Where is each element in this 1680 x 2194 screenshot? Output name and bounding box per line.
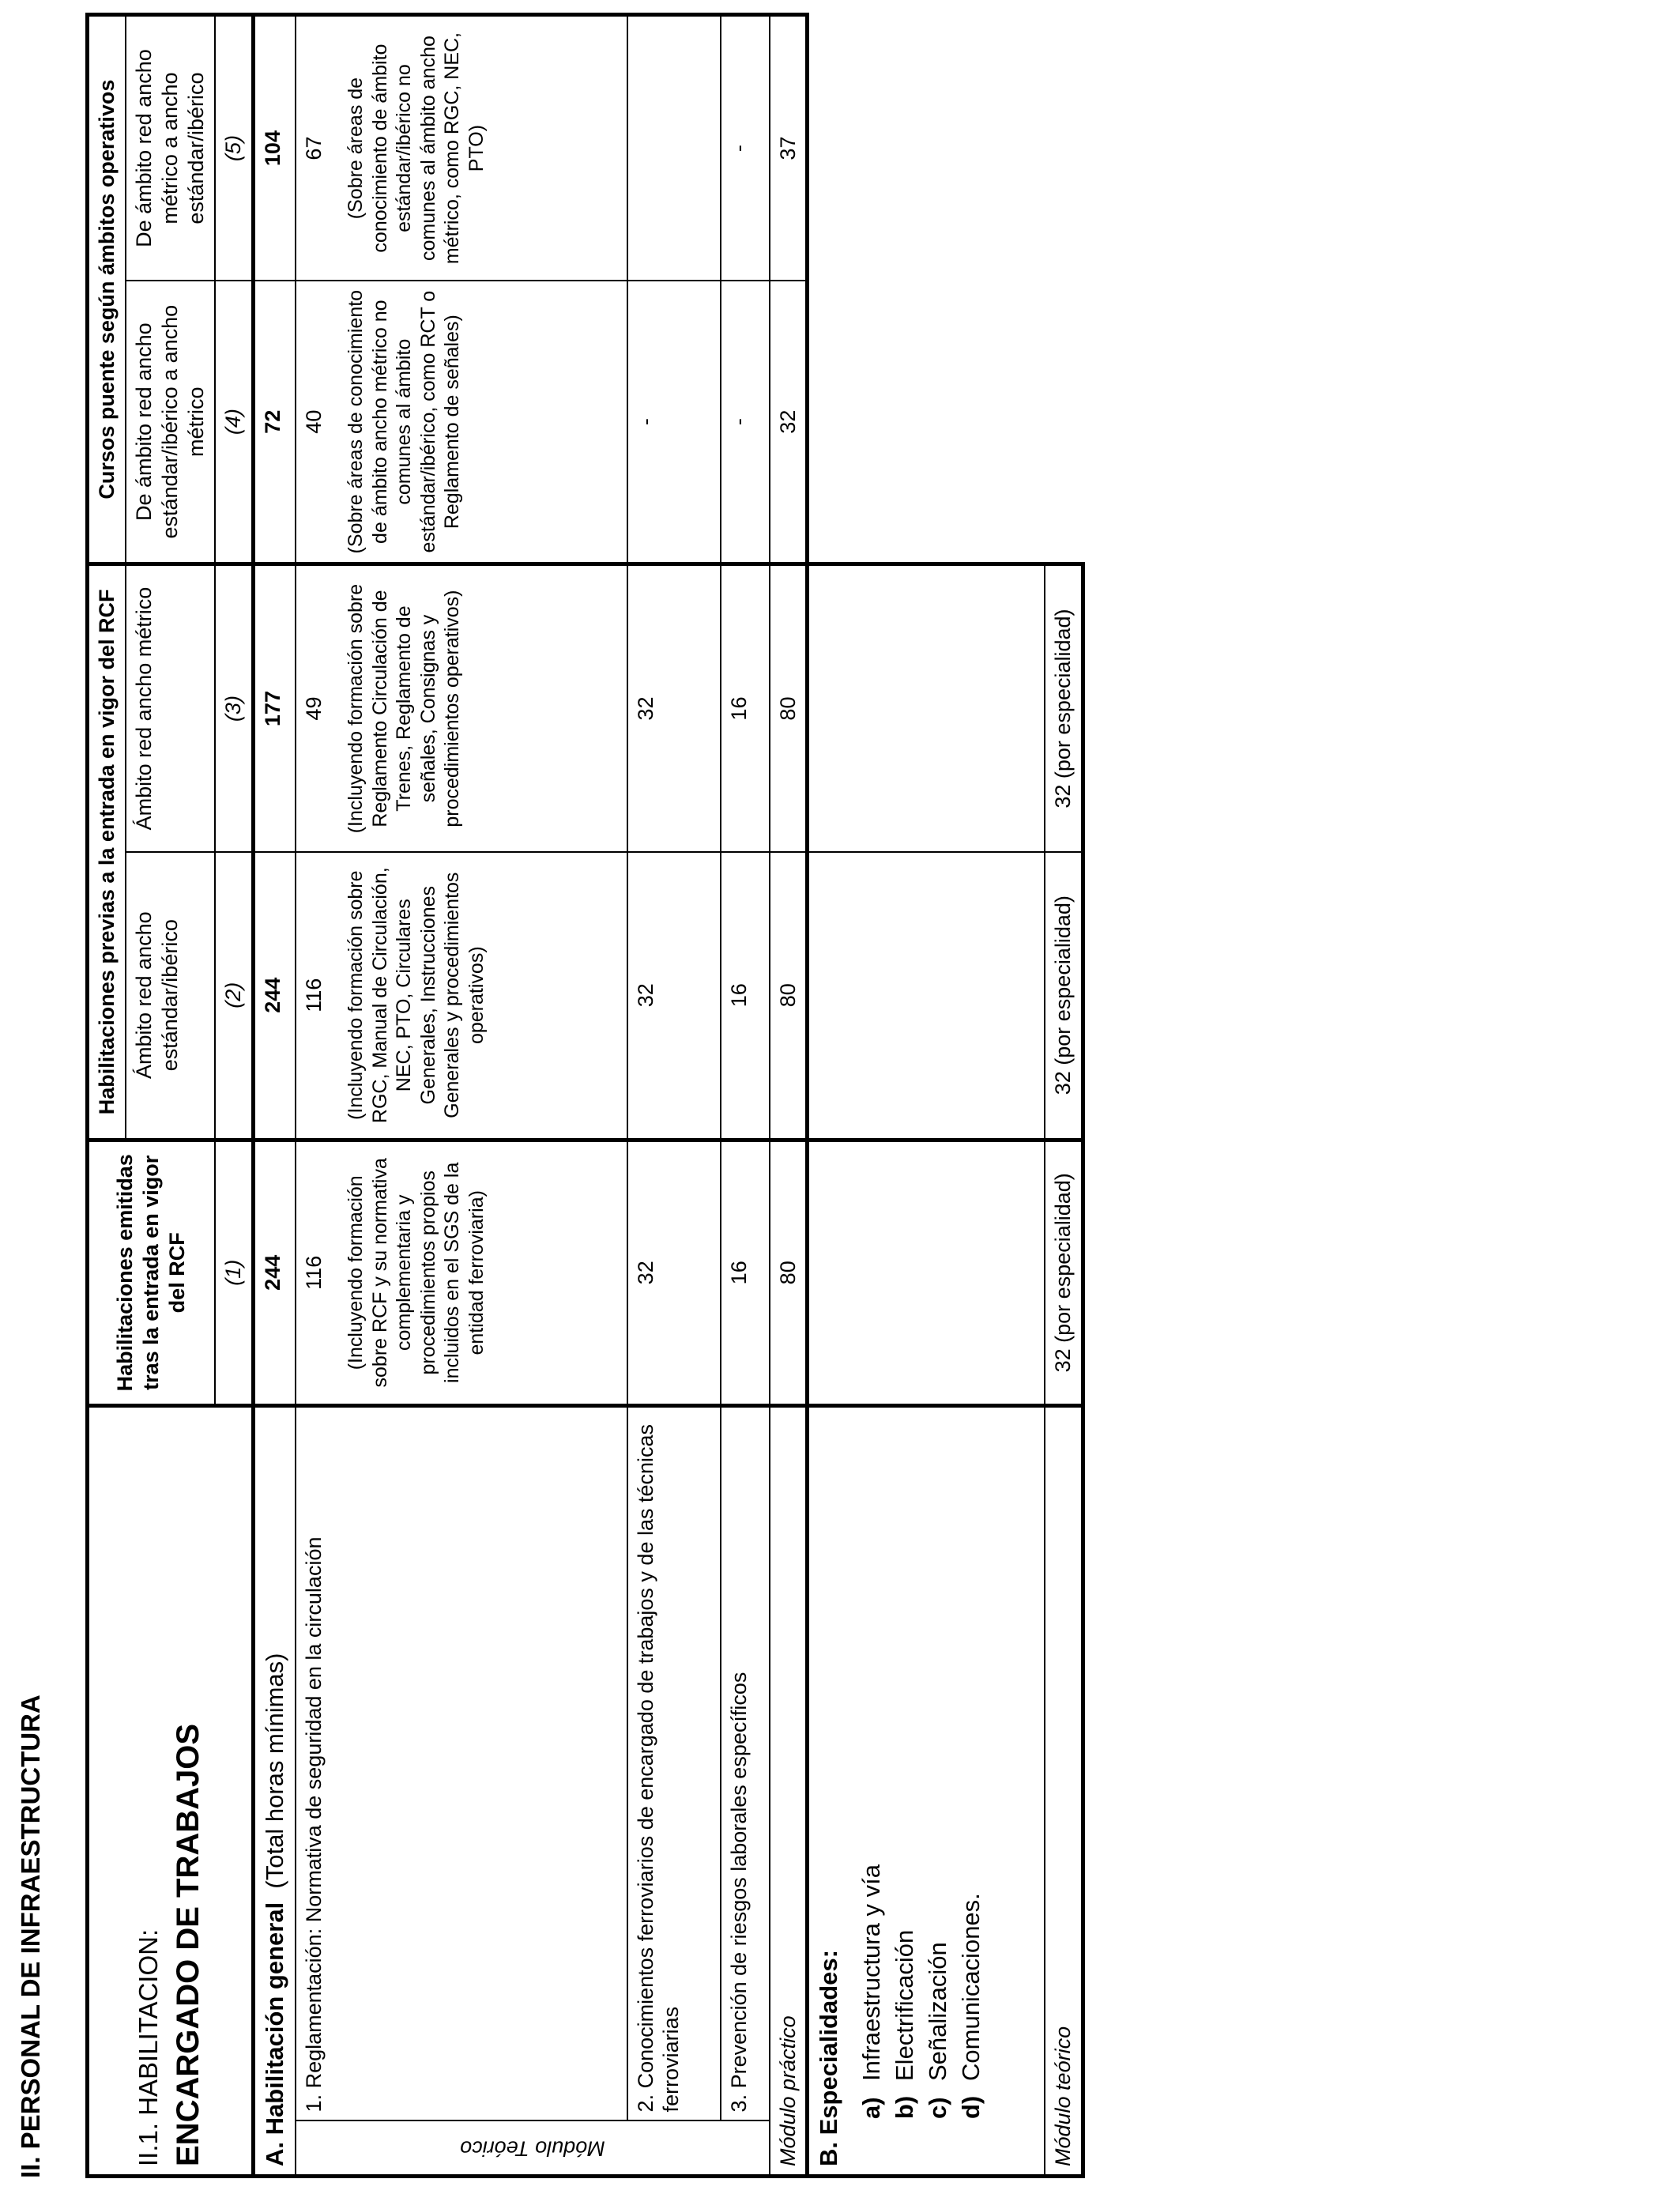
section-a-value-4: 72 [253, 281, 295, 564]
header-col2: Ámbito red ancho estándar/ibérico [126, 852, 215, 1140]
header-col4: De ámbito red ancho estándar/ibérico a ancho métrico [126, 281, 215, 564]
list-item [921, 1416, 955, 2119]
item-text: Infraestructura y vía [857, 1864, 886, 2081]
section-b-blank-4 [808, 281, 1045, 564]
habilitacion-title-cell [88, 1406, 254, 2177]
item-letter: b) [891, 2095, 919, 2119]
row3-col1: 16 [721, 1140, 770, 1406]
habilitacion-sub: II.1. HABILITACION: [133, 1928, 163, 2166]
modulo-teorico-b-row [1045, 15, 1083, 2177]
row1-col3-value: 49 [301, 696, 326, 721]
modulo-practico-value-1: 80 [770, 1140, 808, 1406]
section-heading: II. PERSONAL DE INFRAESTRUCTURA [16, 1695, 45, 2178]
modulo-practico-value-4: 32 [770, 281, 808, 564]
row2-col4: - [627, 281, 721, 564]
row-reglamentacion-rest: Normativa de seguridad en la circulación [301, 1536, 326, 1923]
training-hours-table [85, 13, 1085, 2178]
row-reglamentacion-label [296, 1406, 627, 2121]
modulo-practico-value-5: 37 [770, 15, 808, 281]
row-conocimientos-label: 2. Conocimientos ferroviarios de encargado de trabajos y de las técnicas ferroviarias [627, 1406, 721, 2121]
section-a-value-2: 244 [253, 852, 295, 1140]
section-a-value-3: 177 [253, 564, 295, 852]
section-a-value-1: 244 [253, 1140, 295, 1406]
section-b-blank-5 [808, 15, 1045, 281]
section-b-cell [808, 1406, 1045, 2177]
row3-col4: - [721, 281, 770, 564]
item-letter: d) [956, 2095, 985, 2119]
table-row [721, 15, 770, 2177]
table-row [627, 15, 721, 2177]
modulo-teorico-b-blank-4 [1045, 281, 1083, 564]
modulo-teorico-b-value-3: 32 (por especialidad) [1045, 564, 1083, 852]
item-text: Electrificación [891, 1929, 919, 2081]
modulo-practico-row [770, 15, 808, 2177]
modulo-teorico-label: Módulo Teórico [459, 2136, 605, 2161]
modulo-teorico-b-blank-5 [1045, 15, 1083, 281]
section-a-label-rest: (Total horas mínimas) [260, 1653, 288, 1889]
table-row [296, 15, 627, 2177]
row1-col4-note: (Sobre áreas de conocimiento de ámbito ancho métrico no comunes al ámbito estándar/ibérico, como RCT o Reglamento de señales) [345, 289, 464, 554]
row1-col1-note: (Incluyendo formación sobre RCF y su normativa complementaria y procedimientos propios incluidos en el SGS de la entidad ferroviaria) [345, 1158, 488, 1388]
row2-col3: 32 [627, 564, 721, 852]
row3-col3: 16 [721, 564, 770, 852]
list-item [855, 1416, 888, 2119]
row1-col5 [296, 15, 627, 281]
item-text: Comunicaciones. [956, 1893, 985, 2081]
row2-col2: 32 [627, 852, 721, 1140]
row1-col1 [296, 1140, 627, 1406]
section-a-label [253, 1406, 295, 2177]
header-col1: Habilitaciones emitidas tras la entrada en vigor del RCF [88, 1140, 215, 1406]
row1-col2-note: (Incluyendo formación sobre RGC, Manual de Circulación, NEC, PTO, Circulares Generales, Instrucciones Generales y procedimientos operativos) [345, 867, 488, 1124]
row1-col2 [296, 852, 627, 1140]
section-b-empty-2 [808, 852, 1045, 1140]
row1-col5-note: (Sobre áreas de conocimiento de ámbito estándar/ibérico no comunes al ámbito ancho métrico, como RGC, NEC, PTO) [345, 32, 488, 265]
row3-col5: - [721, 15, 770, 281]
modulo-teorico-b-value-2: 32 (por especialidad) [1045, 852, 1083, 1140]
col-number-1: (1) [215, 1140, 253, 1406]
section-b-empty-3 [808, 564, 1045, 852]
item-text: Señalización [923, 1942, 951, 2081]
row1-col5-value: 67 [301, 136, 326, 160]
item-letter: a) [857, 2097, 886, 2119]
section-b-title: B. Especialidades: [815, 1950, 843, 2166]
section-a-value-5: 104 [253, 15, 295, 281]
row2-col1: 32 [627, 1140, 721, 1406]
section-b-empty-1 [808, 1140, 1045, 1406]
header-group-previas: Habilitaciones previas a la entrada en vigor del RCF [88, 564, 126, 1140]
header-col3: Ámbito red ancho métrico [126, 564, 215, 852]
row1-col4 [296, 281, 627, 564]
header-col5: De ámbito red ancho métrico a ancho estándar/ibérico [126, 15, 215, 281]
col-number-3: (3) [215, 564, 253, 852]
row3-col2: 16 [721, 852, 770, 1140]
row1-col4-value: 40 [301, 409, 326, 434]
header-group-puente: Cursos puente según ámbitos operativos [88, 15, 126, 564]
row1-col3-note: (Incluyendo formación sobre Reglamento Circulación de Trenes, Reglamento de señales, Consignas y procedimientos operativos) [345, 583, 464, 834]
modulo-teorico-cell [296, 2120, 770, 2176]
row-prevencion-label: 3. Prevención de riesgos laborales específicos [721, 1406, 770, 2121]
item-letter: c) [923, 2097, 951, 2119]
section-a-row [253, 15, 295, 2177]
row-reglamentacion-prefix: 1. Reglamentación: [301, 1928, 326, 2113]
modulo-teorico-b-value-1: 32 (por especialidad) [1045, 1140, 1083, 1406]
modulo-practico-label: Módulo práctico [770, 1406, 808, 2177]
list-item [955, 1416, 988, 2119]
header-row-1 [88, 15, 126, 2177]
col-number-5: (5) [215, 15, 253, 281]
row1-col1-value: 116 [301, 1255, 326, 1290]
row1-col3 [296, 564, 627, 852]
col-number-2: (2) [215, 852, 253, 1140]
section-b-row [808, 15, 1045, 2177]
habilitacion-title: ENCARGADO DE TRABAJOS [171, 1723, 206, 2166]
section-a-label-bold: A. Habilitación general [260, 1902, 288, 2166]
especialidades-list [855, 1416, 987, 2119]
modulo-practico-value-2: 80 [770, 852, 808, 1140]
list-item [888, 1416, 921, 2119]
col-number-4: (4) [215, 281, 253, 564]
row2-col5 [627, 15, 721, 281]
modulo-teorico-b-label: Módulo teórico [1045, 1406, 1083, 2177]
modulo-practico-value-3: 80 [770, 564, 808, 852]
row1-col2-value: 116 [301, 978, 326, 1012]
